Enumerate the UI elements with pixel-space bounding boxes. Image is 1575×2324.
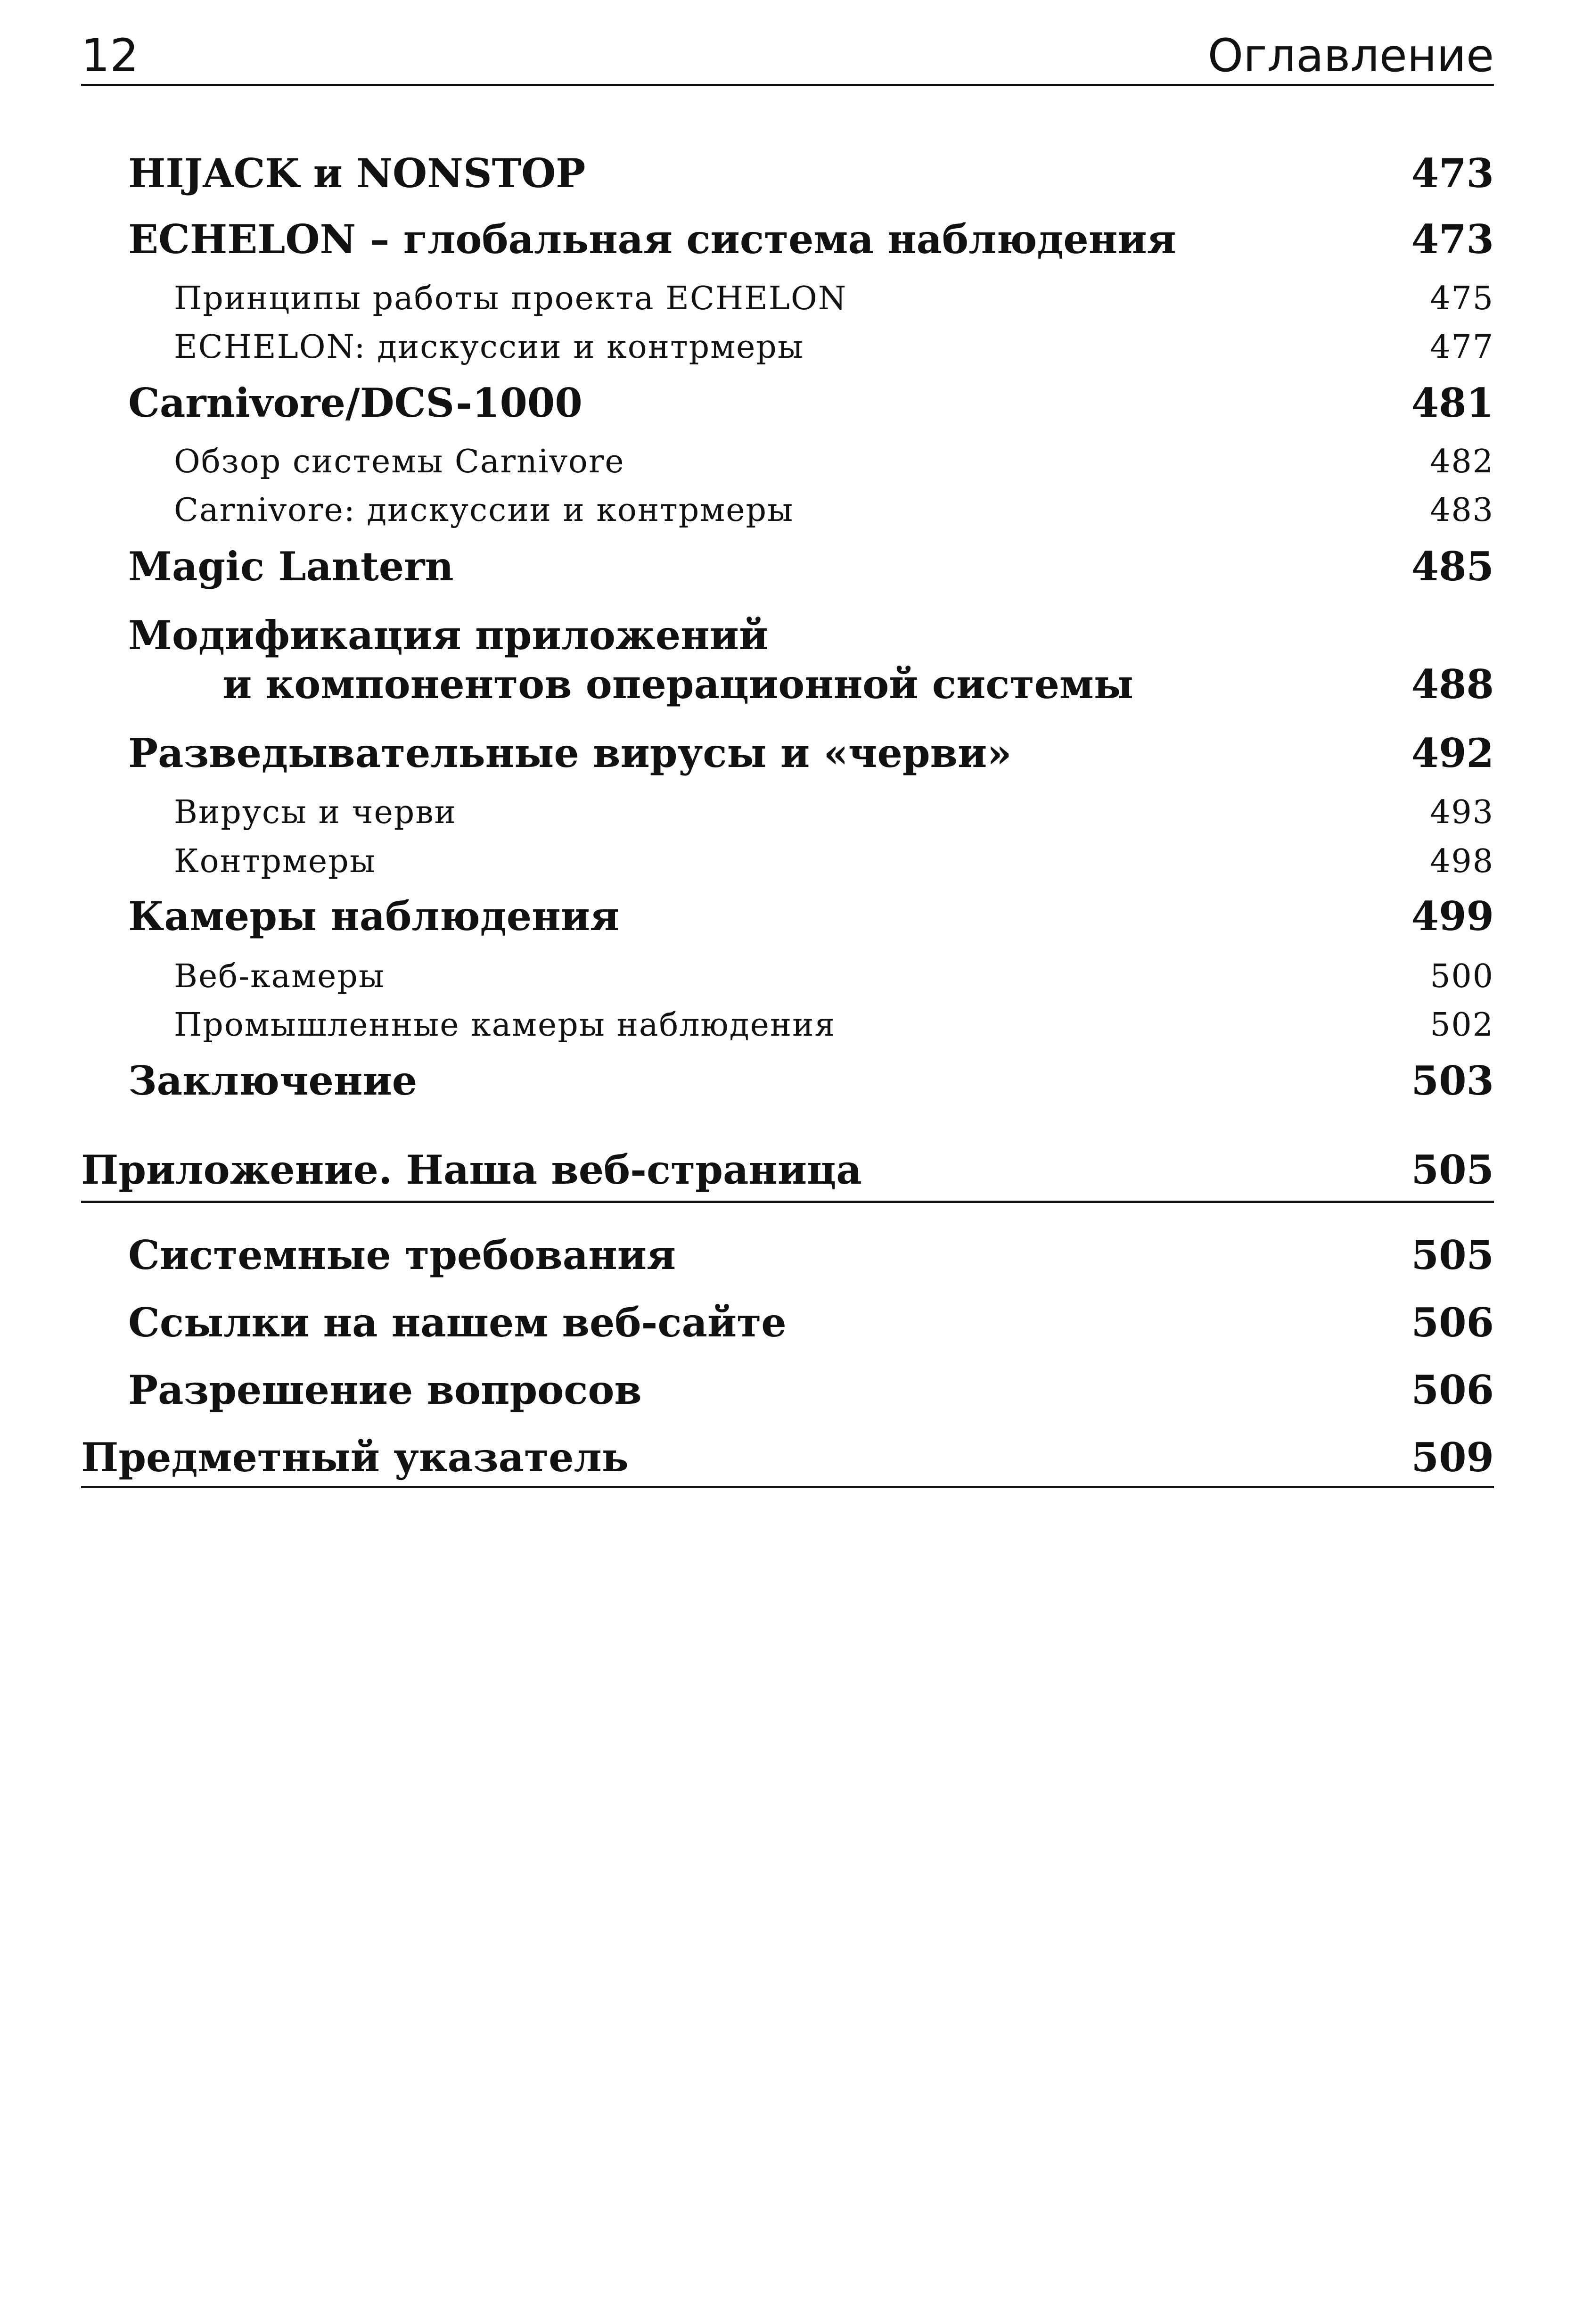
toc-entry-page: 505	[1411, 1146, 1494, 1193]
toc-entry-title: Magic Lantern	[128, 543, 454, 590]
running-title: Оглавление	[1207, 29, 1494, 82]
toc-entry-title-line1: Модификация приложений	[128, 612, 769, 659]
section-rule	[81, 1486, 1494, 1488]
toc-entry-title: Камеры наблюдения	[128, 893, 620, 939]
toc-entry-title: Предметный указатель	[81, 1434, 629, 1481]
toc-entry-title: Ссылки на нашем веб-сайте	[128, 1299, 787, 1346]
toc-entry-title: Обзор системы Carnivore	[174, 443, 625, 480]
toc-entry-page: 498	[1430, 843, 1494, 880]
toc-entry-title: Разведывательные вирусы и «черви»	[128, 730, 1012, 776]
toc-entry-title: Carnivore/DCS-1000	[128, 379, 582, 426]
toc-entry-page: 506	[1411, 1367, 1494, 1413]
toc-entry-title: Промышленные камеры наблюдения	[174, 1006, 836, 1044]
toc-entry-page: 483	[1430, 492, 1494, 529]
toc-entry-title: Принципы работы проекта ECHELON	[174, 280, 847, 317]
toc-entry-page: 500	[1430, 958, 1494, 995]
toc-entry-page: 506	[1411, 1299, 1494, 1346]
toc-entry-page: 503	[1411, 1057, 1494, 1104]
toc-entry-title: Контрмеры	[174, 843, 376, 880]
toc-entry-title: ECHELON: дискуссии и контрмеры	[174, 329, 804, 366]
toc-entry-title: Carnivore: дискуссии и контрмеры	[174, 492, 794, 529]
toc-entry-page: 482	[1430, 443, 1494, 480]
toc-entry-page: 481	[1411, 379, 1494, 426]
toc-entry-page: 488	[1411, 661, 1494, 708]
toc-entry-title: Разрешение вопросов	[128, 1367, 642, 1413]
toc-entry-page: 473	[1411, 216, 1494, 263]
toc-entry-title: ECHELON – глобальная система наблюдения	[128, 216, 1176, 263]
toc-entry-page: 492	[1411, 730, 1494, 776]
toc-entry-title: Заключение	[128, 1057, 418, 1104]
page-header	[81, 23, 1494, 86]
toc-entry-title: Веб-камеры	[174, 958, 385, 995]
toc-entry-page: 475	[1430, 280, 1494, 317]
toc-entry-title: HIJACK и NONSTOP	[128, 150, 586, 197]
toc-entry-title: Системные требования	[128, 1232, 676, 1278]
toc-entry-page: 477	[1430, 329, 1494, 366]
toc-entry-page: 485	[1411, 543, 1494, 590]
toc-entry-page: 505	[1411, 1232, 1494, 1278]
toc-entry-page: 473	[1411, 150, 1494, 197]
toc-entry-title: Вирусы и черви	[174, 794, 457, 831]
section-rule	[81, 1201, 1494, 1203]
toc-entry-title: Приложение. Наша веб-страница	[81, 1146, 862, 1193]
toc-entry-title-line2: и компонентов операционной системы	[222, 661, 1134, 708]
toc-entry-page: 493	[1430, 794, 1494, 831]
toc-entry-page: 509	[1411, 1434, 1494, 1481]
page-number: 12	[81, 29, 139, 82]
toc-entry-page: 502	[1430, 1006, 1494, 1044]
toc-entry-page: 499	[1411, 893, 1494, 939]
